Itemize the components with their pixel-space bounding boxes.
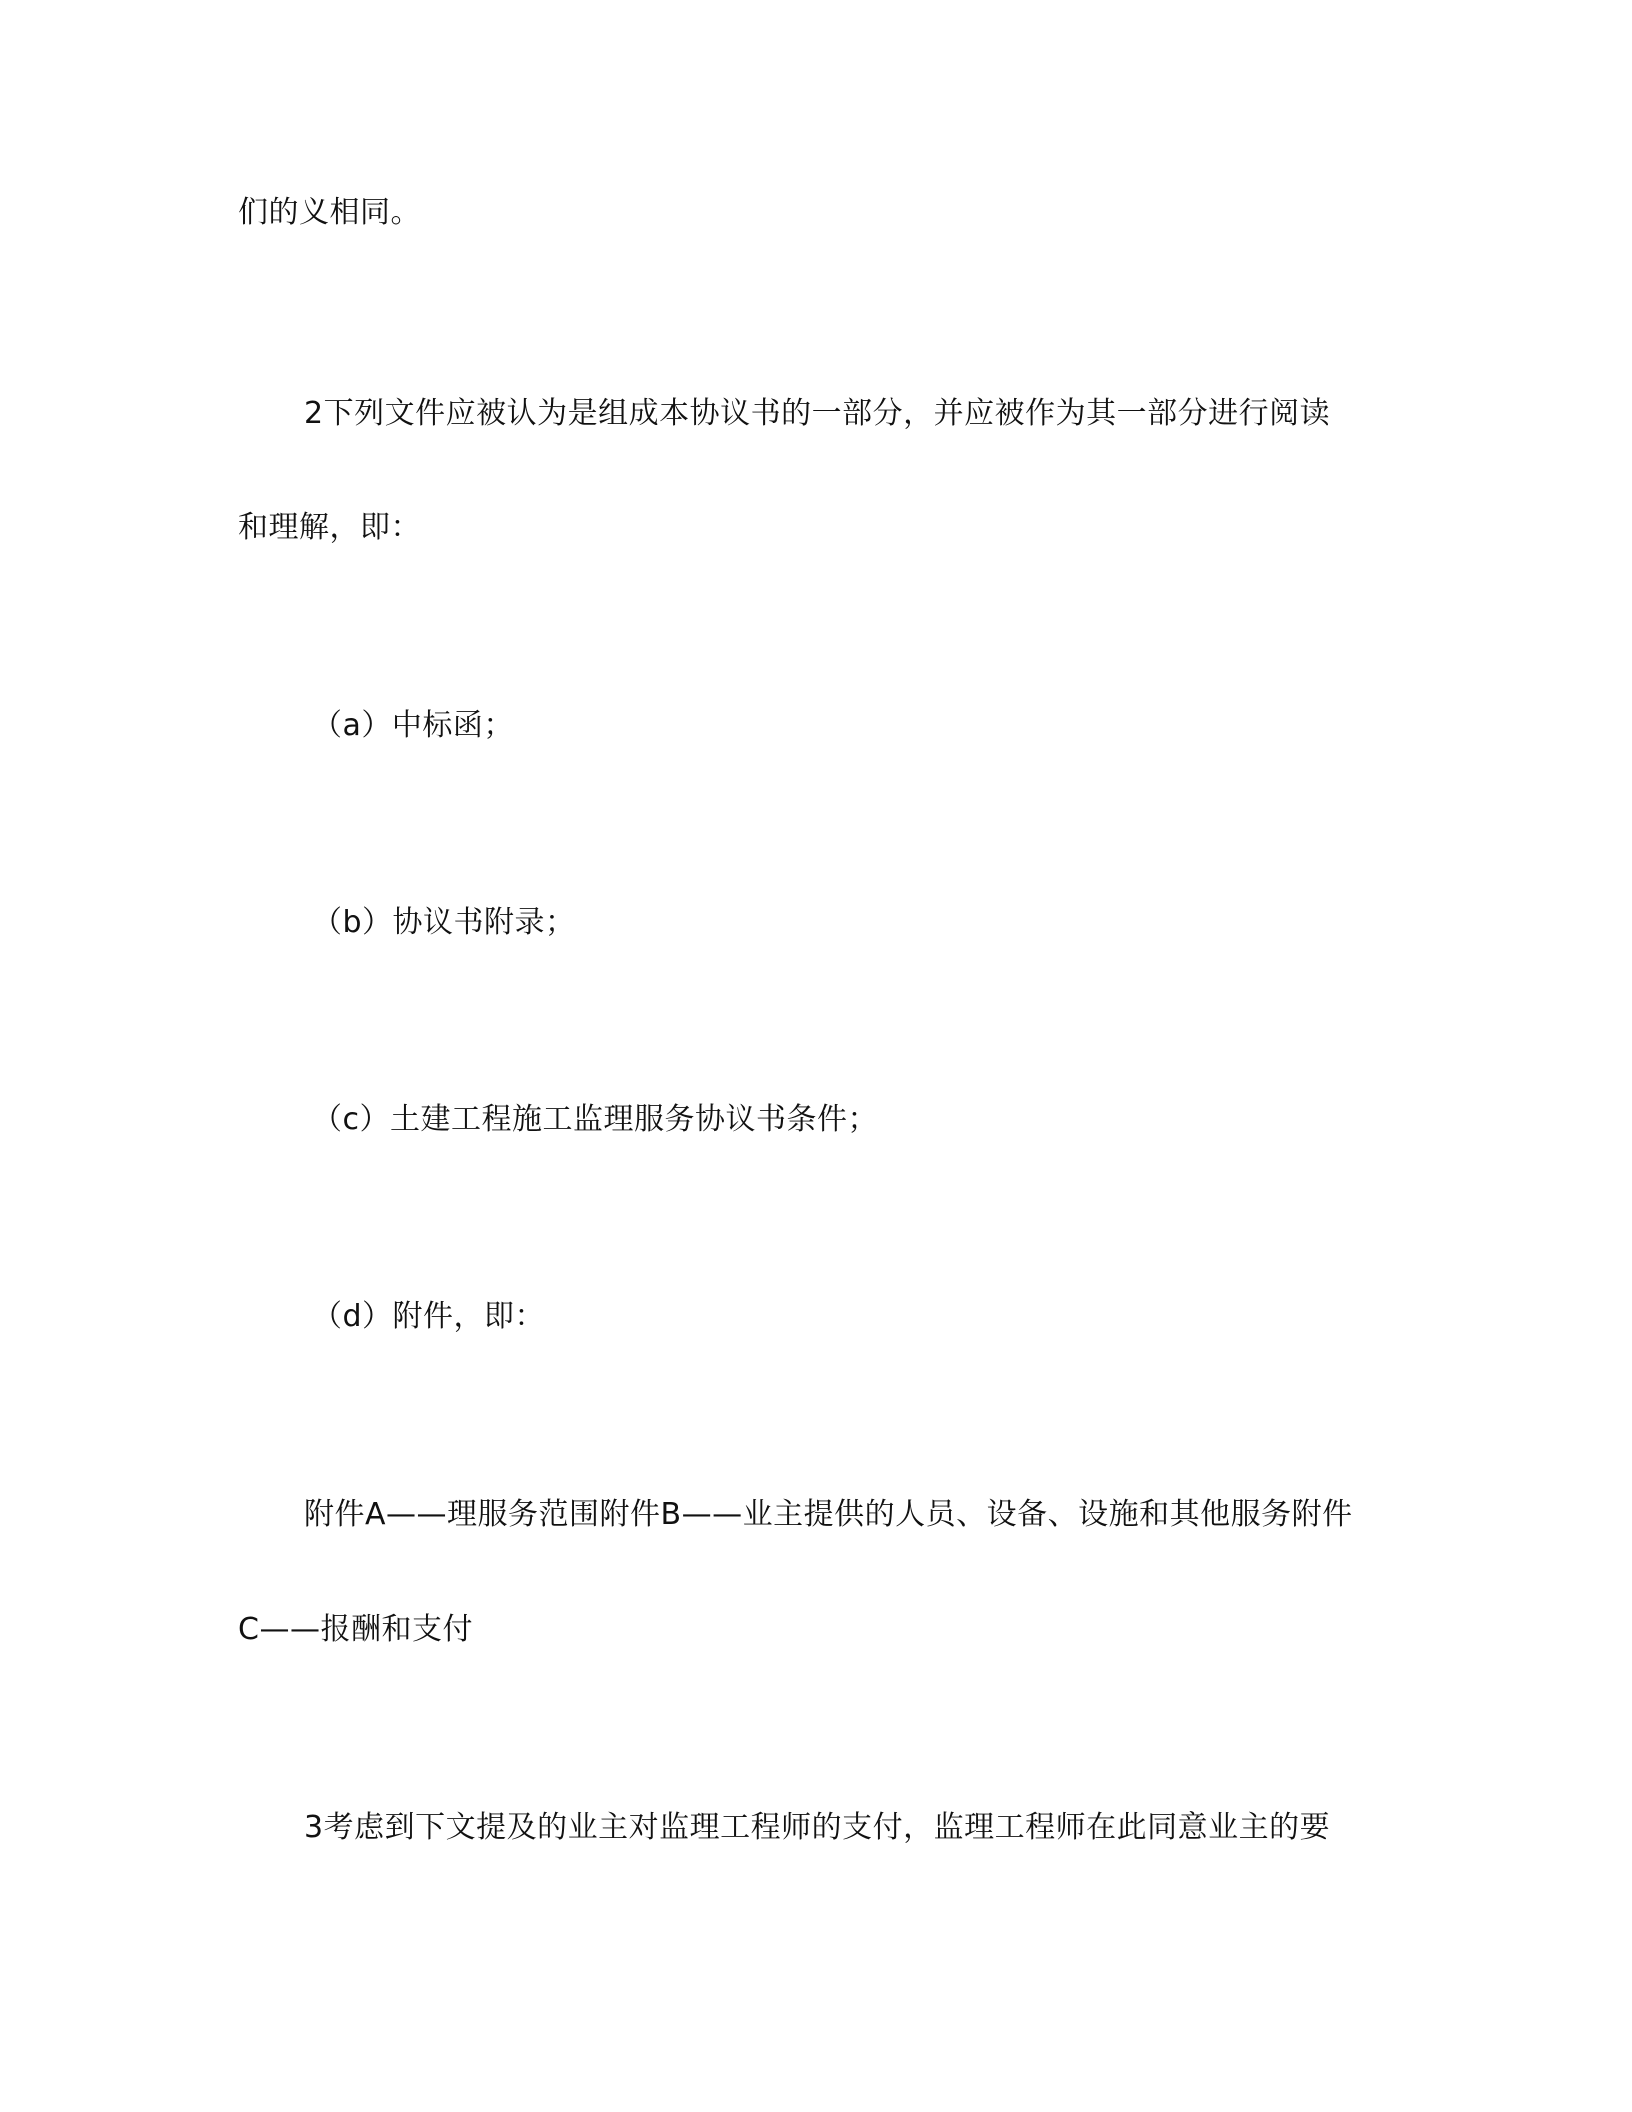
attachments-line-1: 附件A——理服务范围附件B——业主提供的人员、设备、设施和其他服务附件 — [304, 1497, 1353, 1532]
list-item-d: （d）附件，即： — [312, 1299, 546, 1334]
list-item-c: （c）土建工程施工监理服务协议书条件； — [312, 1102, 878, 1137]
clause-2-line-2: 和理解，即： — [238, 510, 421, 545]
clause-2-line-1: 2下列文件应被认为是组成本协议书的一部分，并应被作为其一部分进行阅读 — [304, 396, 1331, 431]
clause-3-line-1: 3考虑到下文提及的业主对监理工程师的支付，监理工程师在此同意业主的要 — [304, 1810, 1331, 1845]
attachments-line-2: C——报酬和支付 — [238, 1612, 473, 1647]
list-item-b: （b）协议书附录； — [312, 905, 576, 940]
paragraph-continuation-line: 们的义相同。 — [238, 195, 421, 230]
list-item-a: （a）中标函； — [312, 708, 514, 743]
